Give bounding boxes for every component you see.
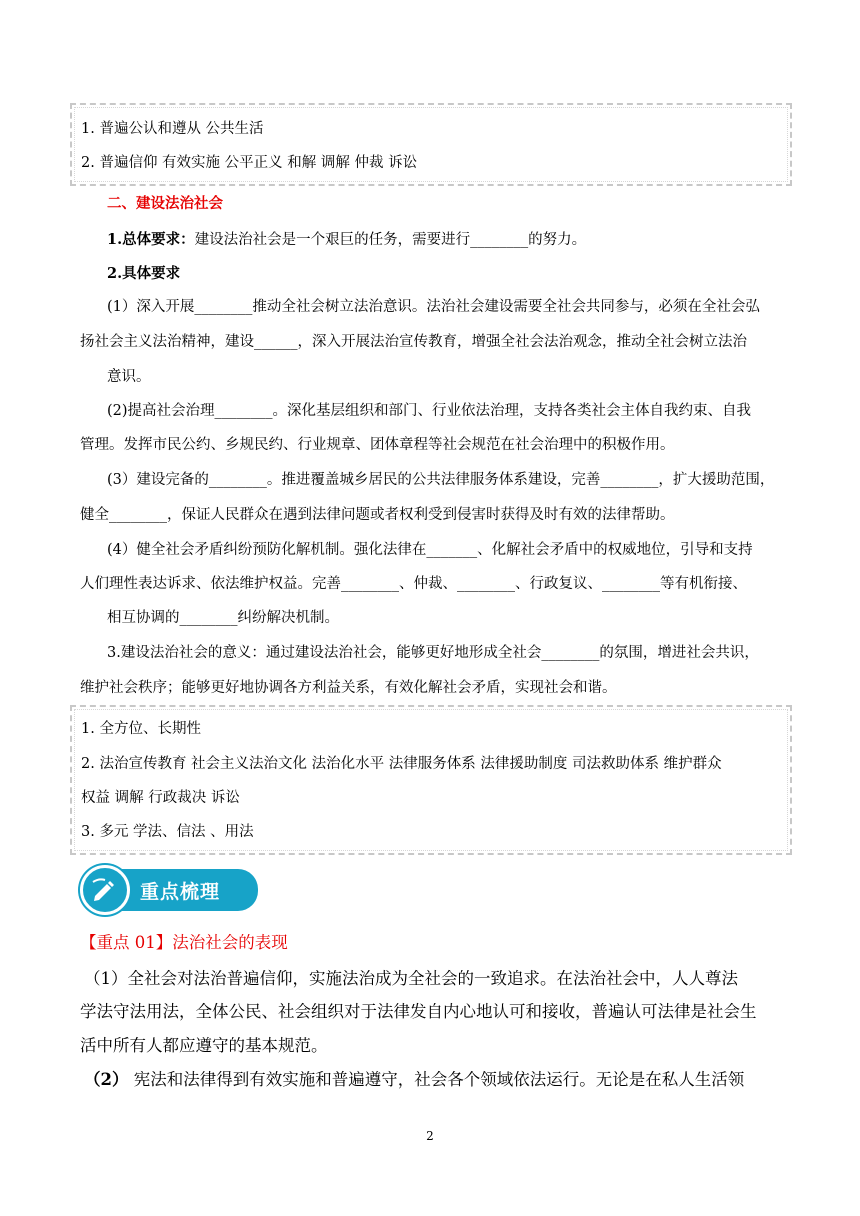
key-points-banner bbox=[80, 865, 258, 915]
banner-icon-circle bbox=[80, 865, 130, 915]
answer-line: 2. 普遍信仰 有效实施 公平正义 和解 调解 仲裁 诉讼 bbox=[81, 155, 418, 171]
answer-line: 1. 全方位、长期性 bbox=[81, 721, 201, 737]
item-number: （2） bbox=[84, 1070, 129, 1089]
requirement-2-label: 2.具体要求 bbox=[107, 265, 181, 282]
page-number: 2 bbox=[426, 1129, 434, 1143]
requirement-text: 建设法治社会是一个艰巨的任务，需要进行________的努力。 bbox=[194, 232, 587, 248]
paragraph-line: 意识。 bbox=[107, 369, 151, 385]
item-text: 宪法和法律得到有效实施和普遍遵守，社会各个领域依法运行。无论是在私人生活领 bbox=[128, 1070, 745, 1089]
answer-box-2 bbox=[70, 705, 792, 855]
focus-heading bbox=[80, 931, 288, 955]
paragraph-line: (1）深入开展________推动全社会树立法治意识。法治社会建设需要全社会共同参与，必须在全社会弘 bbox=[107, 299, 760, 315]
focus-title: 法治社会的表现 bbox=[172, 933, 288, 952]
focus-paragraph-line bbox=[84, 1068, 744, 1092]
paragraph-line: 3.建设法治社会的意义：通过建设法治社会，能够更好地形成全社会________的氛围，增进社会共识， bbox=[107, 645, 759, 661]
paragraph-line: 相互协调的________纠纷解决机制。 bbox=[107, 610, 339, 626]
paragraph-line: (2)提高社会治理________。深化基层组织和部门、行业依法治理，支持各类社会主体自我约束、自我 bbox=[107, 403, 752, 419]
paragraph-line: 管理。发挥市民公约、乡规民约、行业规章、团体章程等社会规范在社会治理中的积极作用。 bbox=[80, 437, 675, 453]
answer-line: 3. 多元 学法、信法 、用法 bbox=[81, 824, 254, 840]
focus-paragraph-line: （1）全社会对法治普遍信仰，实施法治成为全社会的一致追求。在法治社会中，人人尊法 bbox=[84, 969, 738, 988]
answer-line: 1. 普遍公认和遵从 公共生活 bbox=[81, 121, 264, 137]
paragraph-line: 扬社会主义法治精神，建设______，深入开展法治宣传教育，增强全社会法治观念，推动全社会树立法治 bbox=[80, 334, 747, 350]
focus-tag: 【重点 01】 bbox=[80, 933, 173, 952]
focus-paragraph-line: 学法守法用法，全体公民、社会组织对于法律发自内心地认可和接收，普遍认可法律是社会生 bbox=[80, 1002, 757, 1021]
banner-label: 重点梳理 bbox=[140, 881, 221, 903]
answer-box-1 bbox=[70, 103, 792, 186]
paragraph-line: 维护社会秩序；能够更好地协调各方利益关系，有效化解社会矛盾，实现社会和谐。 bbox=[80, 680, 617, 696]
section-heading: 二、建设法治社会 bbox=[107, 195, 223, 212]
focus-paragraph-line: 活中所有人都应遵守的基本规范。 bbox=[80, 1036, 328, 1055]
paragraph-line: 健全________，保证人民群众在遇到法律问题或者权利受到侵害时获得及时有效的法律帮助。 bbox=[80, 507, 675, 523]
requirement-1 bbox=[107, 230, 586, 250]
answer-line: 权益 调解 行政裁决 诉讼 bbox=[81, 790, 240, 806]
pencil-icon bbox=[91, 876, 119, 904]
paragraph-line: 人们理性表达诉求、依法维护权益。完善________、仲裁、________、行政复议、________等有机衔接、 bbox=[80, 576, 747, 592]
paragraph-line: (4）健全社会矛盾纠纷预防化解机制。强化法律在_______、化解社会矛盾中的权威地位，引导和支持 bbox=[107, 542, 753, 558]
requirement-label: 1.总体要求： bbox=[107, 231, 195, 248]
answer-line: 2. 法治宣传教育 社会主义法治文化 法治化水平 法律服务体系 法律援助制度 司法救助体系 维护群众 bbox=[81, 756, 722, 772]
paragraph-line: (3）建设完备的________。推进覆盖城乡居民的公共法律服务体系建设，完善________，扩大援助范围， bbox=[107, 472, 775, 488]
